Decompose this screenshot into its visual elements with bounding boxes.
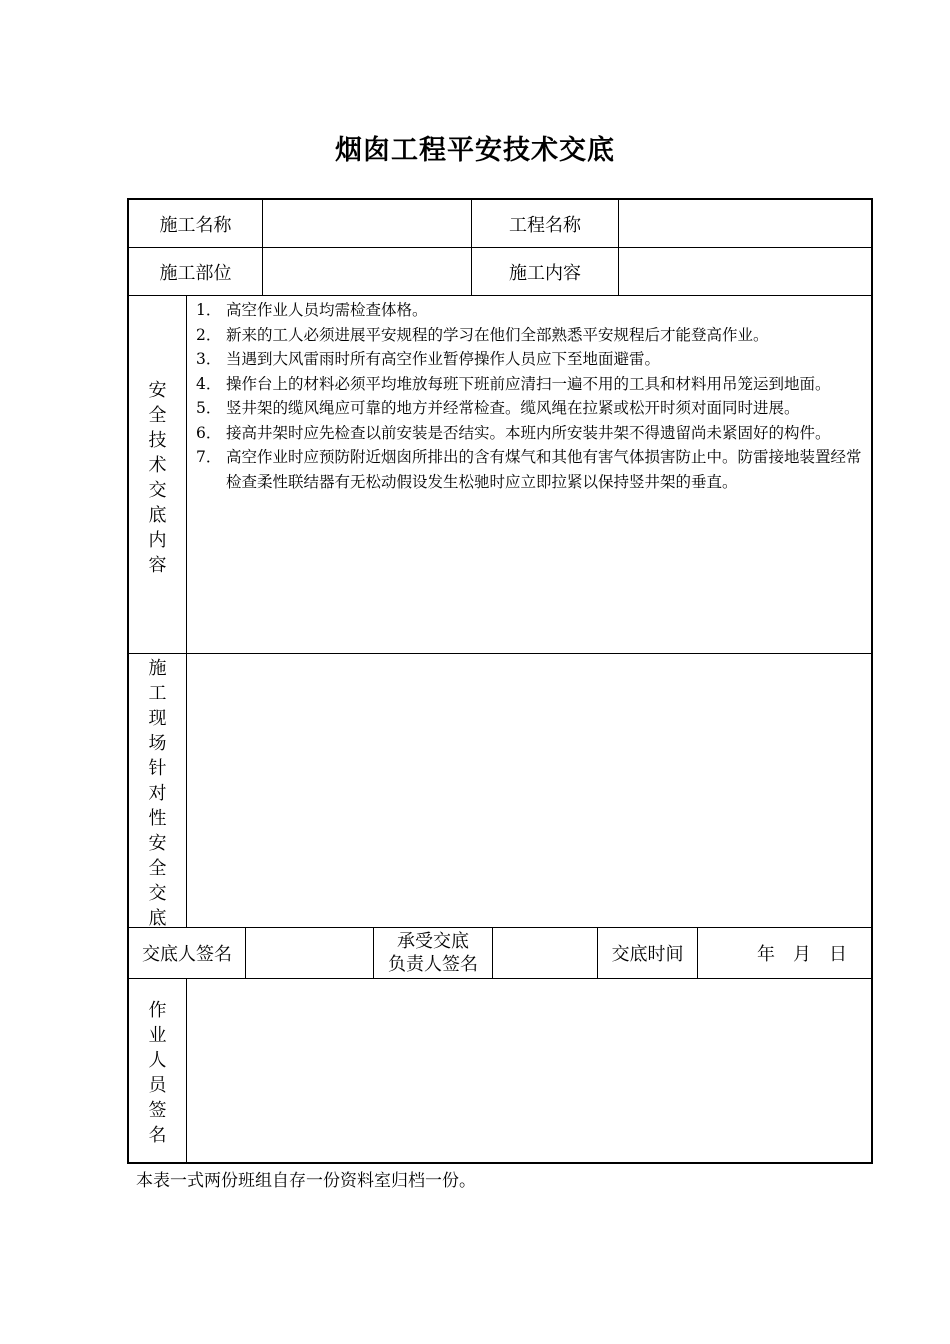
label-char: 人	[148, 1050, 167, 1071]
page-title: 烟囱工程平安技术交底	[335, 135, 615, 166]
list-item	[189, 298, 869, 323]
item-number: 5．	[196, 399, 222, 417]
item-number: 6．	[196, 423, 222, 442]
construction-content-value[interactable]	[619, 248, 871, 295]
site-content-area[interactable]	[187, 654, 871, 927]
label-char: 交	[148, 480, 167, 501]
label-char: 作	[148, 1000, 167, 1021]
item-number: 3．	[196, 350, 222, 368]
construction-content-label: 施工内容	[509, 262, 581, 284]
label-char: 场	[148, 733, 167, 754]
label-char: 全	[148, 858, 167, 879]
item-number: 4．	[196, 374, 222, 393]
list-item	[189, 372, 869, 397]
workers-section-label	[129, 998, 186, 1148]
list-item	[189, 421, 869, 446]
discloser-label: 交底人签名	[142, 944, 232, 965]
label-char: 施	[148, 658, 167, 679]
time-label: 交底时间	[611, 944, 684, 965]
date-field[interactable]: 年 月 日	[757, 944, 847, 965]
label-char: 业	[148, 1025, 167, 1046]
item-text: 竖井架的缆风绳应可靠的地方并经常检查。缆风绳在拉紧或松开时须对面同时进展。	[226, 399, 800, 417]
project-name-value[interactable]	[619, 200, 871, 247]
label-char: 内	[148, 530, 167, 551]
construction-name-value[interactable]	[263, 200, 471, 247]
footer-note: 本表一式两份班组自存一份资料室归档一份。	[136, 1171, 476, 1191]
list-item	[189, 396, 869, 421]
item-text: 接高井架时应先检查以前安装是否结实。本班内所安装井架不得遗留尚未紧固好的构件。	[226, 423, 831, 442]
receiver-label	[374, 928, 492, 978]
label-char: 针	[148, 758, 167, 779]
list-item	[189, 347, 869, 372]
list-item	[189, 445, 869, 494]
item-number: 1．	[196, 301, 222, 319]
construction-part-label: 施工部位	[159, 262, 232, 284]
label-char: 底	[148, 505, 167, 526]
safety-items-list	[189, 298, 869, 494]
item-text: 高空作业时应预防附近烟囱所排出的含有煤气和其他有害气体损害防止中。防雷接地装置经常检查柔性联结器有无松动假设发生松驰时应立即拉紧以保持竖井架的垂直。	[226, 448, 862, 491]
label-char: 安	[148, 833, 167, 854]
safety-section-label	[129, 378, 186, 578]
discloser-signature-field[interactable]	[246, 928, 373, 978]
label-char: 安	[148, 380, 167, 401]
item-text: 操作台上的材料必须平均堆放每班下班前应清扫一遍不用的工具和材料用吊笼运到地面。	[226, 374, 831, 393]
item-text: 当遇到大风雷雨时所有高空作业暂停操作人员应下至地面避雷。	[226, 350, 661, 368]
label-char: 交	[148, 883, 167, 904]
construction-name-label: 施工名称	[159, 214, 232, 236]
label-char: 全	[148, 405, 167, 426]
label-char: 员	[148, 1075, 167, 1096]
label-char: 现	[148, 708, 167, 729]
label-char: 性	[148, 808, 167, 829]
item-number: 7．	[196, 448, 222, 466]
list-item	[189, 323, 869, 348]
site-section-label	[129, 656, 186, 931]
receiver-label-line2: 负责人签名	[388, 954, 478, 975]
construction-part-value[interactable]	[263, 248, 471, 295]
label-char: 容	[148, 555, 167, 576]
item-number: 2．	[196, 325, 222, 344]
receiver-signature-field[interactable]	[493, 928, 597, 978]
label-char: 名	[148, 1125, 167, 1146]
label-char: 底	[148, 908, 167, 929]
receiver-label-line1: 承受交底	[397, 931, 469, 952]
label-char: 签	[148, 1100, 167, 1121]
label-char: 术	[148, 455, 167, 476]
disclosure-form	[127, 198, 873, 1164]
workers-signature-area[interactable]	[187, 979, 871, 1162]
label-char: 技	[148, 430, 167, 451]
item-text: 高空作业人员均需检查体格。	[226, 301, 428, 319]
label-char: 工	[148, 683, 167, 704]
project-name-label: 工程名称	[509, 214, 581, 236]
label-char: 对	[148, 783, 167, 804]
item-text: 新来的工人必须进展平安规程的学习在他们全部熟悉平安规程后才能登高作业。	[226, 325, 769, 344]
